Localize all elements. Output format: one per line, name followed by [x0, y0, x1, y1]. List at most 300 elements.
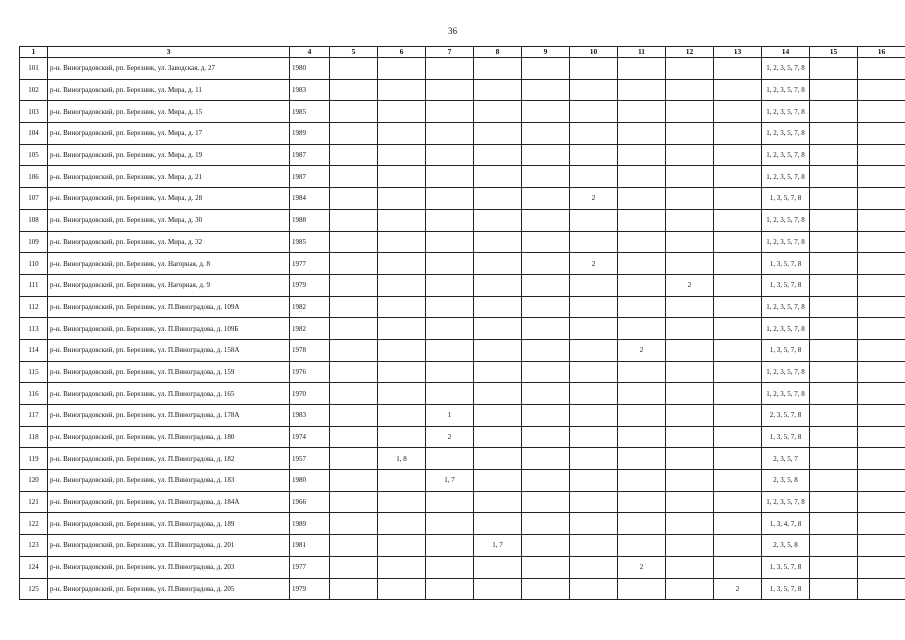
column-13-cell — [714, 405, 762, 427]
column-6-cell — [378, 361, 426, 383]
column-9-cell — [522, 144, 570, 166]
column-6-cell — [378, 123, 426, 145]
column-12-cell — [666, 318, 714, 340]
row-number: 104 — [20, 123, 48, 145]
column-16-cell — [858, 209, 905, 231]
column-16-cell — [858, 101, 905, 123]
year-cell: 1978 — [290, 339, 330, 361]
column-6-cell — [378, 535, 426, 557]
column-header-11: 11 — [618, 47, 666, 58]
year-cell: 1979 — [290, 578, 330, 600]
year-cell: 1977 — [290, 253, 330, 275]
column-9-cell — [522, 426, 570, 448]
column-13-cell — [714, 79, 762, 101]
column-15-cell — [810, 578, 858, 600]
column-13-cell — [714, 231, 762, 253]
address-cell: р-н. Виноградовский, рп. Березник, ул. П.Виноградова, д. 109А — [48, 296, 290, 318]
column-11-cell — [618, 470, 666, 492]
column-5-cell — [330, 123, 378, 145]
column-8-cell — [474, 188, 522, 210]
column-15-cell — [810, 556, 858, 578]
column-16-cell — [858, 361, 905, 383]
table-row — [20, 339, 905, 361]
year-cell: 1985 — [290, 231, 330, 253]
column-7-cell — [426, 339, 474, 361]
column-7-cell: 1, 7 — [426, 470, 474, 492]
column-11-cell — [618, 535, 666, 557]
address-cell: р-н. Виноградовский, рп. Березник, ул. П.Виноградова, д. 182 — [48, 448, 290, 470]
column-5-cell — [330, 339, 378, 361]
column-12-cell — [666, 513, 714, 535]
column-7-cell — [426, 253, 474, 275]
column-11-cell — [618, 253, 666, 275]
column-6-cell — [378, 318, 426, 340]
column-header-9: 9 — [522, 47, 570, 58]
year-cell: 1982 — [290, 318, 330, 340]
column-8-cell — [474, 339, 522, 361]
column-13-cell — [714, 209, 762, 231]
column-10-cell — [570, 535, 618, 557]
column-14-cell: 1, 3, 5, 7, 8 — [762, 556, 810, 578]
column-16-cell — [858, 274, 905, 296]
column-8-cell — [474, 296, 522, 318]
column-14-cell: 1, 2, 3, 5, 7, 8 — [762, 58, 810, 80]
year-cell: 1981 — [290, 535, 330, 557]
column-8-cell — [474, 556, 522, 578]
column-16-cell — [858, 405, 905, 427]
column-11-cell: 2 — [618, 339, 666, 361]
column-8-cell — [474, 578, 522, 600]
table-row — [20, 513, 905, 535]
column-9-cell — [522, 123, 570, 145]
column-12-cell — [666, 144, 714, 166]
year-cell: 1980 — [290, 58, 330, 80]
row-number: 105 — [20, 144, 48, 166]
column-11-cell — [618, 123, 666, 145]
column-header-16: 16 — [858, 47, 905, 58]
column-6-cell — [378, 144, 426, 166]
column-5-cell — [330, 470, 378, 492]
column-13-cell — [714, 426, 762, 448]
column-12-cell — [666, 253, 714, 275]
column-5-cell — [330, 79, 378, 101]
row-number: 103 — [20, 101, 48, 123]
column-10-cell — [570, 470, 618, 492]
column-10-cell — [570, 513, 618, 535]
column-15-cell — [810, 101, 858, 123]
column-5-cell — [330, 535, 378, 557]
column-12-cell — [666, 58, 714, 80]
column-7-cell — [426, 361, 474, 383]
column-9-cell — [522, 209, 570, 231]
column-6-cell — [378, 296, 426, 318]
column-11-cell — [618, 318, 666, 340]
column-12-cell — [666, 535, 714, 557]
column-10-cell — [570, 426, 618, 448]
table-row — [20, 491, 905, 513]
column-10-cell — [570, 318, 618, 340]
address-cell: р-н. Виноградовский, рп. Березник, ул. Мира, д. 17 — [48, 123, 290, 145]
table-row — [20, 578, 905, 600]
column-16-cell — [858, 513, 905, 535]
column-9-cell — [522, 535, 570, 557]
column-9-cell — [522, 231, 570, 253]
column-5-cell — [330, 318, 378, 340]
column-10-cell — [570, 166, 618, 188]
column-7-cell: 1 — [426, 405, 474, 427]
column-14-cell: 2, 3, 5, 7 — [762, 448, 810, 470]
column-16-cell — [858, 296, 905, 318]
column-7-cell — [426, 274, 474, 296]
column-10-cell — [570, 209, 618, 231]
column-16-cell — [858, 448, 905, 470]
address-cell: р-н. Виноградовский, рп. Березник, ул. Мира, д. 30 — [48, 209, 290, 231]
column-5-cell — [330, 209, 378, 231]
row-number: 117 — [20, 405, 48, 427]
year-cell: 1983 — [290, 405, 330, 427]
column-15-cell — [810, 426, 858, 448]
column-11-cell — [618, 426, 666, 448]
column-8-cell — [474, 426, 522, 448]
table-row — [20, 383, 905, 405]
column-10-cell — [570, 405, 618, 427]
column-14-cell: 1, 2, 3, 5, 7, 8 — [762, 144, 810, 166]
column-8-cell — [474, 274, 522, 296]
column-12-cell: 2 — [666, 274, 714, 296]
column-14-cell: 2, 3, 5, 8 — [762, 470, 810, 492]
column-14-cell: 1, 3, 5, 7, 8 — [762, 274, 810, 296]
column-10-cell: 2 — [570, 253, 618, 275]
column-11-cell — [618, 166, 666, 188]
column-16-cell — [858, 556, 905, 578]
column-12-cell — [666, 296, 714, 318]
year-cell: 1957 — [290, 448, 330, 470]
column-header-15: 15 — [810, 47, 858, 58]
column-12-cell — [666, 79, 714, 101]
column-7-cell — [426, 578, 474, 600]
column-14-cell: 2, 3, 5, 8 — [762, 535, 810, 557]
address-cell: р-н. Виноградовский, рп. Березник, ул. П.Виноградова, д. 203 — [48, 556, 290, 578]
column-11-cell — [618, 58, 666, 80]
column-15-cell — [810, 448, 858, 470]
column-header-13: 13 — [714, 47, 762, 58]
column-6-cell — [378, 339, 426, 361]
column-header-14: 14 — [762, 47, 810, 58]
column-16-cell — [858, 58, 905, 80]
row-number: 124 — [20, 556, 48, 578]
column-6-cell — [378, 470, 426, 492]
column-6-cell — [378, 274, 426, 296]
page-number: 36 — [448, 26, 457, 36]
column-16-cell — [858, 578, 905, 600]
table-row — [20, 361, 905, 383]
column-5-cell — [330, 144, 378, 166]
column-11-cell — [618, 79, 666, 101]
column-16-cell — [858, 188, 905, 210]
housing-table — [19, 46, 905, 600]
table-row — [20, 426, 905, 448]
column-12-cell — [666, 426, 714, 448]
table-row — [20, 101, 905, 123]
row-number: 110 — [20, 253, 48, 275]
column-12-cell — [666, 209, 714, 231]
column-6-cell — [378, 58, 426, 80]
column-9-cell — [522, 339, 570, 361]
column-header-4: 4 — [290, 47, 330, 58]
row-number: 125 — [20, 578, 48, 600]
table-row — [20, 253, 905, 275]
column-11-cell — [618, 144, 666, 166]
table-body — [20, 58, 905, 600]
column-10-cell — [570, 123, 618, 145]
column-15-cell — [810, 318, 858, 340]
column-15-cell — [810, 535, 858, 557]
column-15-cell — [810, 513, 858, 535]
column-13-cell — [714, 101, 762, 123]
column-14-cell: 1, 2, 3, 5, 7, 8 — [762, 361, 810, 383]
column-8-cell — [474, 513, 522, 535]
column-16-cell — [858, 339, 905, 361]
column-5-cell — [330, 58, 378, 80]
column-14-cell: 1, 2, 3, 5, 7, 8 — [762, 383, 810, 405]
table-row — [20, 123, 905, 145]
column-10-cell — [570, 79, 618, 101]
column-10-cell — [570, 383, 618, 405]
column-8-cell — [474, 318, 522, 340]
column-5-cell — [330, 383, 378, 405]
column-11-cell — [618, 448, 666, 470]
column-6-cell — [378, 209, 426, 231]
column-12-cell — [666, 470, 714, 492]
column-8-cell — [474, 166, 522, 188]
year-cell: 1979 — [290, 274, 330, 296]
column-7-cell — [426, 101, 474, 123]
column-13-cell — [714, 470, 762, 492]
column-13-cell — [714, 383, 762, 405]
address-cell: р-н. Виноградовский, рп. Березник, ул. Нагорная, д. 8 — [48, 253, 290, 275]
row-number: 121 — [20, 491, 48, 513]
column-header-10: 10 — [570, 47, 618, 58]
table-row — [20, 556, 905, 578]
column-9-cell — [522, 448, 570, 470]
column-15-cell — [810, 383, 858, 405]
table-row — [20, 274, 905, 296]
column-5-cell — [330, 274, 378, 296]
column-8-cell — [474, 405, 522, 427]
column-12-cell — [666, 166, 714, 188]
year-cell: 1966 — [290, 491, 330, 513]
column-13-cell — [714, 448, 762, 470]
column-header-8: 8 — [474, 47, 522, 58]
column-9-cell — [522, 101, 570, 123]
column-15-cell — [810, 188, 858, 210]
column-7-cell: 2 — [426, 426, 474, 448]
table-row — [20, 448, 905, 470]
column-5-cell — [330, 296, 378, 318]
year-cell: 1983 — [290, 79, 330, 101]
column-12-cell — [666, 123, 714, 145]
column-14-cell: 1, 3, 5, 7, 8 — [762, 188, 810, 210]
column-16-cell — [858, 144, 905, 166]
column-9-cell — [522, 79, 570, 101]
column-13-cell — [714, 253, 762, 275]
column-16-cell — [858, 253, 905, 275]
address-cell: р-н. Виноградовский, рп. Березник, ул. П.Виноградова, д. 180 — [48, 426, 290, 448]
column-12-cell — [666, 578, 714, 600]
address-cell: р-н. Виноградовский, рп. Березник, ул. П.Виноградова, д. 201 — [48, 535, 290, 557]
column-6-cell — [378, 79, 426, 101]
column-7-cell — [426, 318, 474, 340]
column-9-cell — [522, 556, 570, 578]
address-cell: р-н. Виноградовский, рп. Березник, ул. Мира, д. 19 — [48, 144, 290, 166]
column-9-cell — [522, 405, 570, 427]
column-8-cell — [474, 101, 522, 123]
table-row — [20, 296, 905, 318]
column-16-cell — [858, 231, 905, 253]
row-number: 111 — [20, 274, 48, 296]
column-9-cell — [522, 578, 570, 600]
column-5-cell — [330, 426, 378, 448]
column-10-cell: 2 — [570, 188, 618, 210]
column-12-cell — [666, 491, 714, 513]
year-cell: 1974 — [290, 426, 330, 448]
column-11-cell — [618, 274, 666, 296]
column-14-cell: 1, 3, 5, 7, 8 — [762, 426, 810, 448]
column-16-cell — [858, 318, 905, 340]
row-number: 122 — [20, 513, 48, 535]
column-11-cell — [618, 491, 666, 513]
column-8-cell — [474, 361, 522, 383]
column-15-cell — [810, 405, 858, 427]
year-cell: 1977 — [290, 556, 330, 578]
row-number: 101 — [20, 58, 48, 80]
year-cell: 1985 — [290, 101, 330, 123]
column-10-cell — [570, 339, 618, 361]
address-cell: р-н. Виноградовский, рп. Березник, ул. П.Виноградова, д. 189 — [48, 513, 290, 535]
column-header-12: 12 — [666, 47, 714, 58]
row-number: 123 — [20, 535, 48, 557]
column-16-cell — [858, 535, 905, 557]
column-15-cell — [810, 123, 858, 145]
row-number: 102 — [20, 79, 48, 101]
column-10-cell — [570, 361, 618, 383]
header-row — [20, 47, 905, 58]
column-8-cell — [474, 470, 522, 492]
column-7-cell — [426, 188, 474, 210]
column-8-cell — [474, 383, 522, 405]
column-14-cell: 1, 3, 5, 7, 8 — [762, 339, 810, 361]
column-12-cell — [666, 101, 714, 123]
column-14-cell: 1, 3, 5, 7, 8 — [762, 253, 810, 275]
column-7-cell — [426, 209, 474, 231]
column-10-cell — [570, 144, 618, 166]
column-16-cell — [858, 79, 905, 101]
column-5-cell — [330, 361, 378, 383]
table-row — [20, 58, 905, 80]
address-cell: р-н. Виноградовский, рп. Березник, ул. Заводская, д. 27 — [48, 58, 290, 80]
column-5-cell — [330, 448, 378, 470]
column-7-cell — [426, 144, 474, 166]
column-9-cell — [522, 58, 570, 80]
column-7-cell — [426, 79, 474, 101]
column-10-cell — [570, 448, 618, 470]
year-cell: 1989 — [290, 513, 330, 535]
row-number: 118 — [20, 426, 48, 448]
column-8-cell — [474, 144, 522, 166]
table-row — [20, 188, 905, 210]
column-7-cell — [426, 58, 474, 80]
column-14-cell: 2, 3, 5, 7, 8 — [762, 405, 810, 427]
column-15-cell — [810, 209, 858, 231]
column-9-cell — [522, 188, 570, 210]
column-15-cell — [810, 166, 858, 188]
row-number: 116 — [20, 383, 48, 405]
column-12-cell — [666, 556, 714, 578]
column-11-cell — [618, 101, 666, 123]
address-cell: р-н. Виноградовский, рп. Березник, ул. Мира, д. 32 — [48, 231, 290, 253]
year-cell: 1989 — [290, 123, 330, 145]
column-5-cell — [330, 556, 378, 578]
column-5-cell — [330, 166, 378, 188]
row-number: 115 — [20, 361, 48, 383]
row-number: 108 — [20, 209, 48, 231]
column-5-cell — [330, 253, 378, 275]
column-11-cell — [618, 578, 666, 600]
column-7-cell — [426, 296, 474, 318]
column-11-cell — [618, 383, 666, 405]
column-13-cell — [714, 58, 762, 80]
column-10-cell — [570, 274, 618, 296]
column-13-cell: 2 — [714, 578, 762, 600]
address-cell: р-н. Виноградовский, рп. Березник, ул. П.Виноградова, д. 159 — [48, 361, 290, 383]
column-8-cell — [474, 491, 522, 513]
column-10-cell — [570, 58, 618, 80]
row-number: 106 — [20, 166, 48, 188]
column-8-cell — [474, 448, 522, 470]
column-10-cell — [570, 231, 618, 253]
column-6-cell — [378, 188, 426, 210]
column-15-cell — [810, 144, 858, 166]
column-12-cell — [666, 361, 714, 383]
column-header-1: 1 — [20, 47, 48, 58]
table-row — [20, 209, 905, 231]
column-6-cell — [378, 513, 426, 535]
column-14-cell: 1, 2, 3, 5, 7, 8 — [762, 491, 810, 513]
table-row — [20, 79, 905, 101]
address-cell: р-н. Виноградовский, рп. Березник, ул. П.Виноградова, д. 205 — [48, 578, 290, 600]
column-8-cell — [474, 231, 522, 253]
year-cell: 1976 — [290, 361, 330, 383]
column-7-cell — [426, 556, 474, 578]
column-11-cell — [618, 513, 666, 535]
address-cell: р-н. Виноградовский, рп. Березник, ул. Мира, д. 11 — [48, 79, 290, 101]
column-7-cell — [426, 166, 474, 188]
column-13-cell — [714, 361, 762, 383]
column-9-cell — [522, 274, 570, 296]
column-header-6: 6 — [378, 47, 426, 58]
row-number: 120 — [20, 470, 48, 492]
column-12-cell — [666, 339, 714, 361]
column-8-cell: 1, 7 — [474, 535, 522, 557]
column-14-cell: 1, 3, 4, 7, 8 — [762, 513, 810, 535]
column-15-cell — [810, 253, 858, 275]
column-6-cell — [378, 253, 426, 275]
column-13-cell — [714, 188, 762, 210]
column-8-cell — [474, 58, 522, 80]
column-13-cell — [714, 491, 762, 513]
column-14-cell: 1, 2, 3, 5, 7, 8 — [762, 231, 810, 253]
column-15-cell — [810, 491, 858, 513]
